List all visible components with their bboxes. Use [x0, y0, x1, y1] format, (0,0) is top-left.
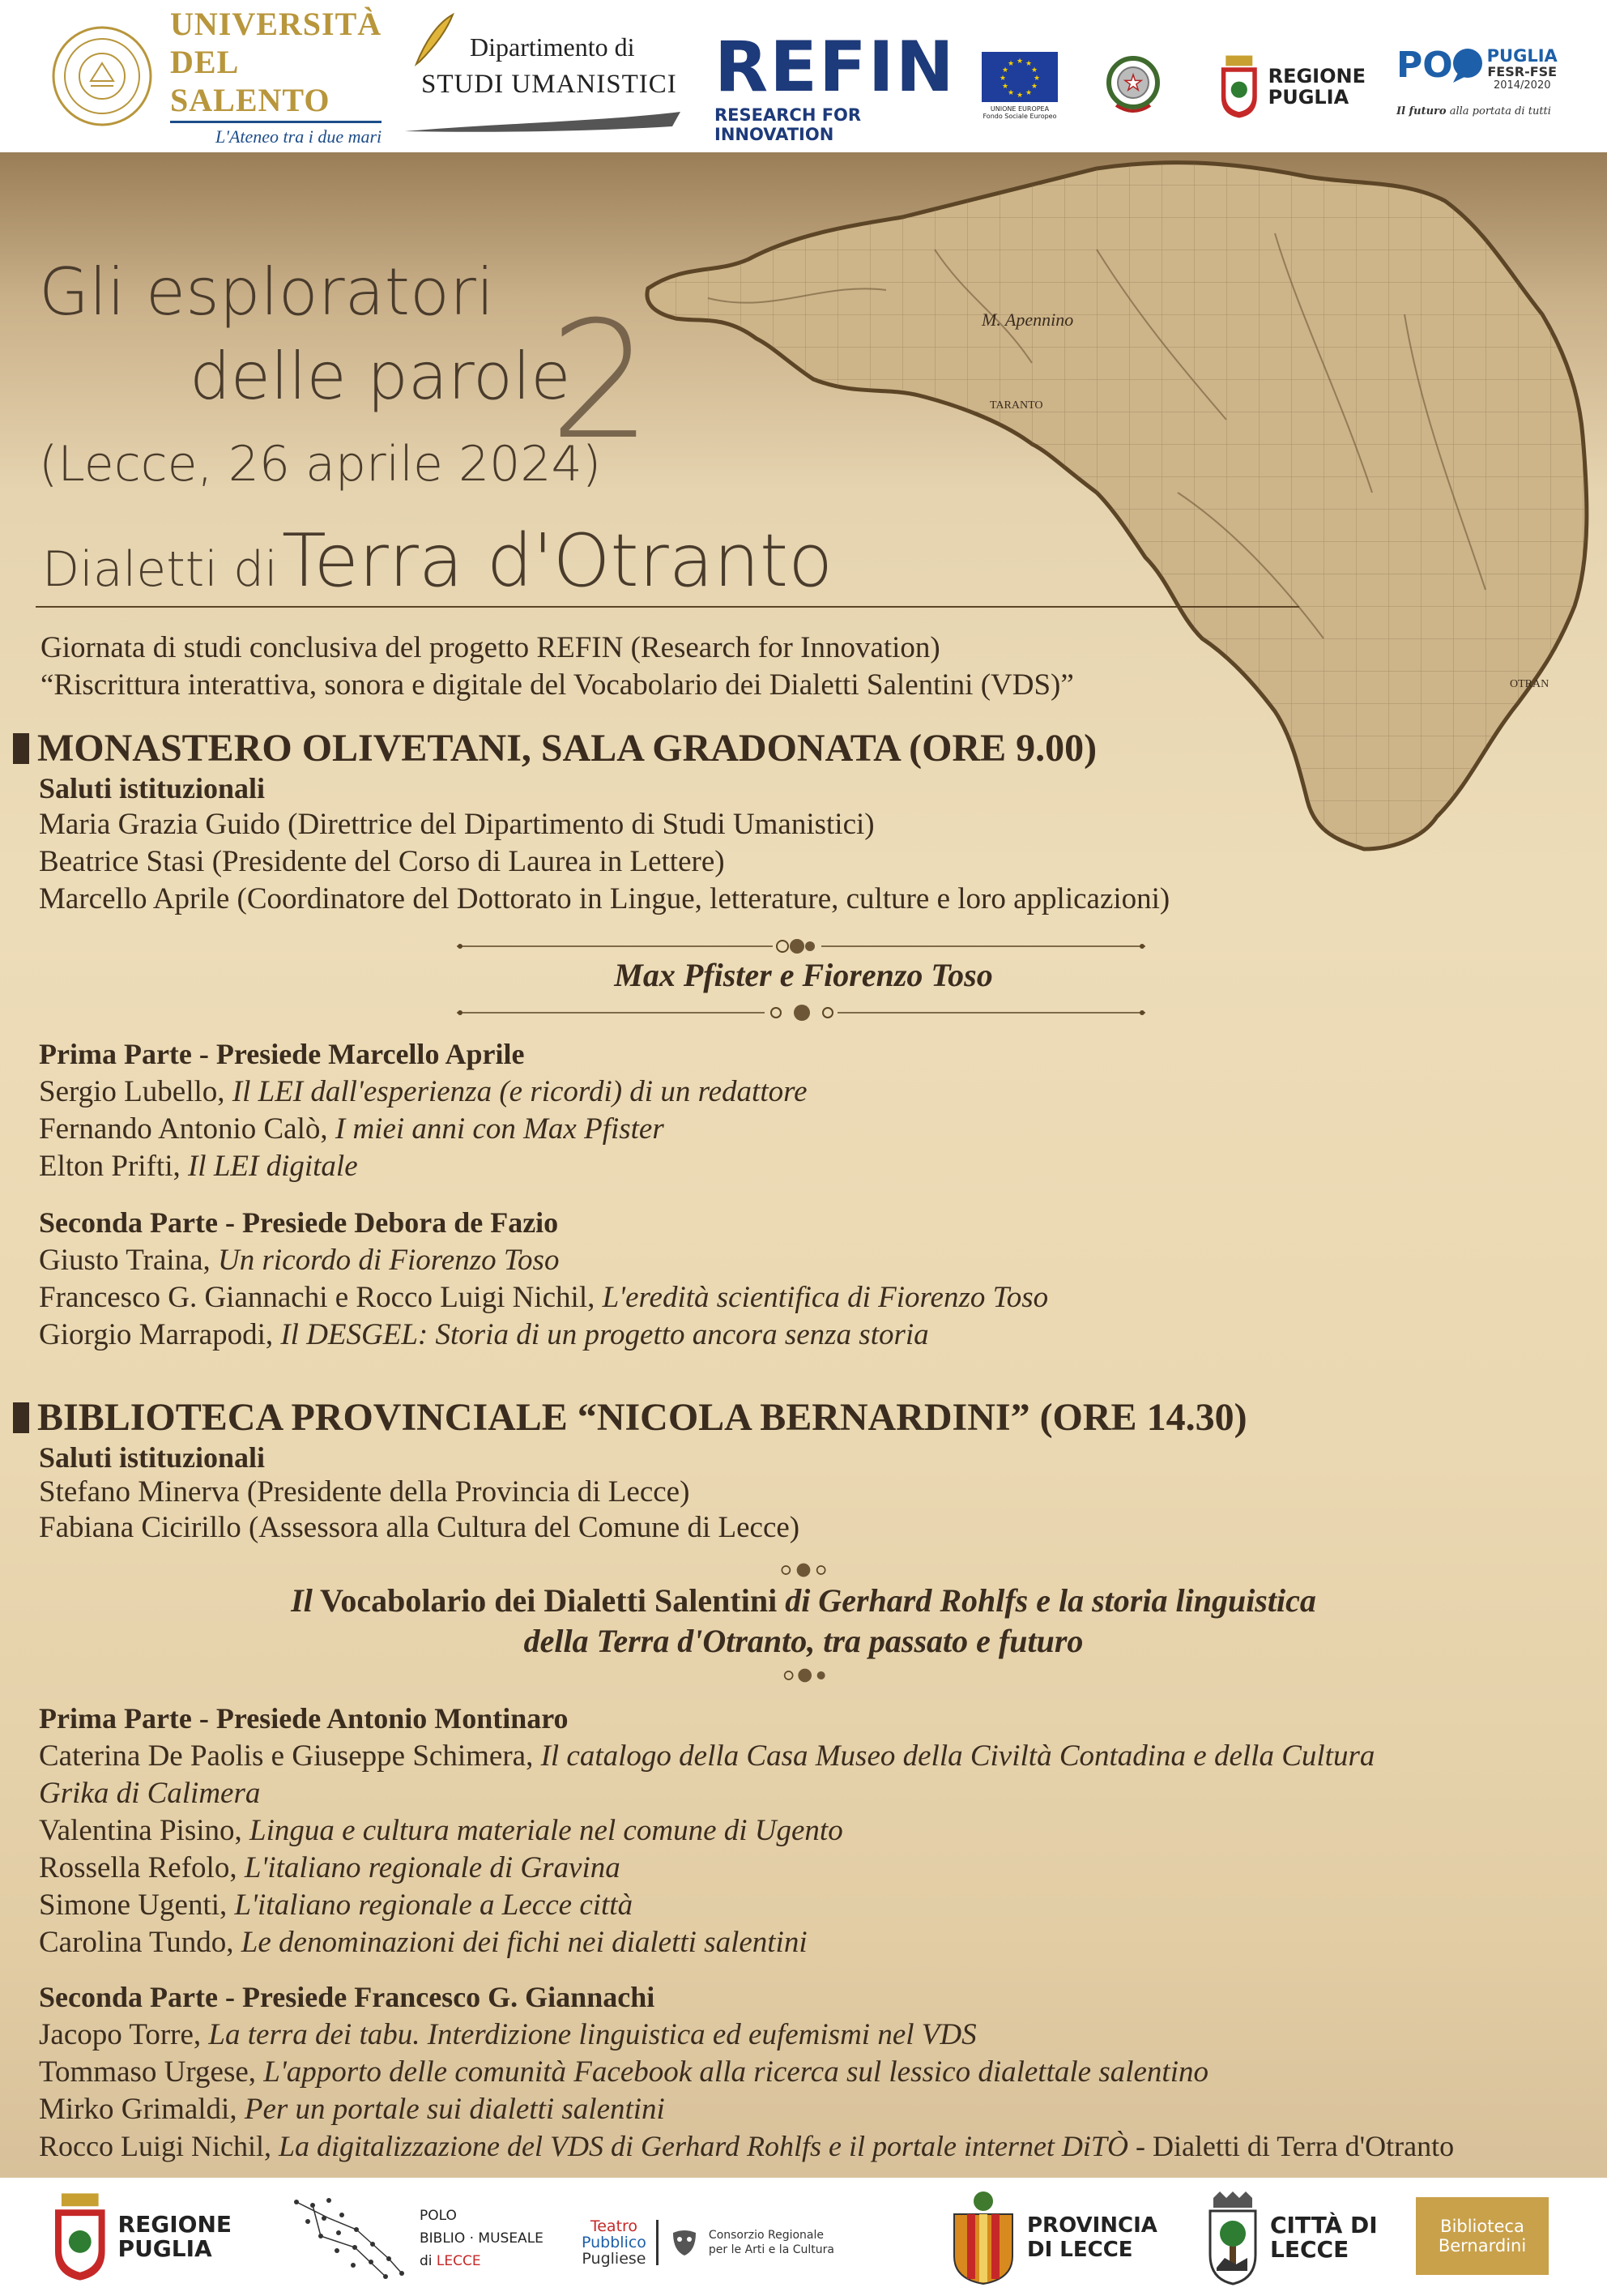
afternoon-part1-talk-4: Simone Ugenti, L'italiano regionale a Lecce città [39, 1888, 633, 1922]
afternoon-part1-talk-3: Rossella Refolo, L'italiano regionale di Gravina [39, 1851, 620, 1884]
afternoon-part2-talk-3: Mirko Grimaldi, Per un portale sui dialetti salentini [39, 2093, 665, 2126]
teatro-line2: Pubblico [582, 2234, 646, 2251]
regione-footer-line1: REGIONE [117, 2211, 232, 2238]
morning-saluto-2: Beatrice Stasi (Presidente del Corso di Laurea in Lettere) [39, 845, 725, 878]
refin-name: REFIN [714, 27, 956, 108]
swoosh-icon [405, 107, 680, 139]
unisalento-tagline: L'Ateneo tra i due mari [215, 126, 382, 147]
provincia-line1: PROVINCIA [1027, 2213, 1157, 2238]
svg-text:★: ★ [1030, 83, 1038, 91]
afternoon-part2-title: Seconda Parte - Presiede Francesco G. Giannachi [39, 1981, 655, 2013]
por-fesr-label: FESR-FSE [1487, 64, 1558, 79]
svg-text:★: ★ [1025, 89, 1033, 97]
svg-text:★: ★ [1030, 66, 1038, 75]
footer-logo-bar [0, 2178, 1607, 2296]
event-title-line1: Gli esploratori [39, 254, 495, 330]
svg-text:★: ★ [999, 75, 1007, 83]
morning-heading: MONASTERO OLIVETANI, SALA GRADONATA (ORE 9.00) [13, 726, 1097, 770]
eu-caption-line2: Fondo Sociale Europeo [983, 113, 1057, 120]
afternoon-saluto-1: Stefano Minerva (Presidente della Provincia di Lecce) [39, 1475, 690, 1509]
citta-lecce-logo [1207, 2189, 1385, 2286]
event-title-line2: delle parole [190, 339, 571, 414]
morning-part1-talk-2: Fernando Antonio Calò, I miei anni con Max Pfister [39, 1112, 664, 1146]
polo-biblio-museale-logo [288, 2194, 564, 2283]
speech-bubble-icon [1450, 47, 1482, 83]
regione-puglia-header-logo [1220, 50, 1366, 123]
teatro-line3: Pugliese [582, 2250, 646, 2268]
citta-line1: CITTÀ DI [1270, 2212, 1378, 2238]
italian-republic-emblem-icon [1105, 52, 1162, 117]
afternoon-part1-title: Prima Parte - Presiede Antonio Montinaro [39, 1702, 569, 1735]
afternoon-part2-talk-1: Jacopo Torre, La terra dei tabu. Interdizione linguistica ed eufemismi nel VDS [39, 2018, 977, 2051]
university-seal-icon [50, 24, 154, 128]
regione-header-line1: REGIONE [1268, 65, 1366, 87]
regione-puglia-footer-logo [53, 2192, 232, 2281]
citta-line2: LECCE [1270, 2236, 1349, 2263]
afternoon-theme-line2: della Terra d'Otranto, tra passato e futuro [523, 1623, 1084, 1659]
polo-line1: POLO [420, 2208, 457, 2224]
svg-text:★: ★ [1123, 71, 1143, 96]
eu-logo [982, 52, 1059, 125]
morning-part2-talk-1: Giusto Traina, Un ricordo di Fiorenzo Toso [39, 1244, 560, 1277]
ornament-divider-top [457, 938, 1145, 954]
svg-text:★: ★ [1016, 92, 1024, 100]
polo-line3: di LECCE [420, 2253, 481, 2269]
polo-line2: BIBLIO · MUSEALE [420, 2230, 543, 2247]
unisalento-name-line2: DEL SALENTO [170, 43, 382, 123]
poster-body [0, 152, 1607, 2178]
teatro-pubblico-pugliese-logo [582, 2210, 873, 2275]
afternoon-part1-talk-1: Caterina De Paolis e Giuseppe Schimera, Il catalogo della Casa Museo della Civiltà Contadina e della Cultura [39, 1739, 1375, 1773]
network-dots-icon [288, 2194, 410, 2283]
unisalento-logo [50, 6, 382, 147]
afternoon-heading: BIBLIOTECA PROVINCIALE “NICOLA BERNARDINI” (ORE 14.30) [13, 1395, 1247, 1440]
morning-theme: Max Pfister e Fiorenzo Toso [614, 957, 993, 993]
section-marker-icon [13, 733, 29, 764]
biblioteca-line1: Biblioteca [1440, 2217, 1524, 2236]
biblioteca-line2: Bernardini [1438, 2236, 1527, 2255]
afternoon-part2-talk-4: Rocco Luigi Nichil, La digitalizzazione del VDS di Gerhard Rohlfs e il portale internet DiTÒ - Dialetti di Terra d'Otranto [39, 2130, 1455, 2162]
quill-pen-icon [408, 11, 457, 68]
provincia-line2: DI LECCE [1027, 2238, 1133, 2262]
dipartimento-line2: STUDI UMANISTICI [421, 70, 677, 99]
map-label-taranto: TARANTO [990, 399, 1043, 412]
afternoon-part1-talk-2: Valentina Pisino, Lingua e cultura materiale nel comune di Ugento [39, 1814, 843, 1847]
teatro-separator [656, 2220, 659, 2265]
morning-part1-talk-3: Elton Prifti, Il LEI digitale [39, 1150, 358, 1183]
morning-part1-talk-1: Sergio Lubello, Il LEI dall'esperienza (e ricordi) di un redattore [39, 1075, 808, 1108]
regione-puglia-shield-icon [53, 2193, 107, 2281]
biblioteca-bernardini-logo [1416, 2197, 1549, 2275]
intro-line1: Giornata di studi conclusiva del progetto REFIN (Research for Innovation) [40, 631, 940, 664]
svg-text:★: ★ [1007, 89, 1015, 97]
afternoon-part1-talk-5: Carolina Tundo, Le denominazioni dei fichi nei dialetti salentini [39, 1926, 808, 1959]
afternoon-part1-talk-1-cont: Grika di Calimera [39, 1777, 261, 1810]
afternoon-part2-talk-2: Tommaso Urgese, L'apporto delle comunità Facebook alla ricerca sul lessico dialettale salentino [39, 2055, 1208, 2089]
event-date: (Lecce, 26 aprile 2024) [39, 436, 602, 493]
ornament-dots-top [755, 1562, 852, 1578]
ornament-divider-bottom [457, 1005, 1145, 1021]
svg-text:★: ★ [1025, 60, 1033, 68]
svg-text:★: ★ [1001, 83, 1009, 91]
morning-part2-talk-2: Francesco G. Giannachi e Rocco Luigi Nichil, L'eredità scientifica di Fiorenzo Toso [39, 1281, 1049, 1314]
svg-text:★: ★ [1016, 58, 1024, 66]
dipartimento-logo [397, 11, 688, 141]
consorzio-mask-icon [668, 2226, 701, 2259]
po-text: PO [1396, 45, 1453, 86]
consorzio-line1: Consorzio Regionale [708, 2229, 825, 2242]
refin-logo [714, 27, 956, 144]
event-title-number: 2 [549, 287, 653, 476]
por-motto: Il futuro alla portata di tutti [1396, 105, 1551, 117]
event-subtitle: Dialetti di Terra d'Otranto [42, 519, 833, 604]
eu-caption-line1: UNIONE EUROPEA [990, 105, 1050, 113]
por-puglia-logo [1396, 47, 1583, 128]
provincia-lecce-crest-icon [949, 2190, 1017, 2285]
por-puglia-label: PUGLIA [1486, 46, 1558, 66]
title-rule [36, 606, 1299, 608]
section-marker-icon [13, 1402, 29, 1433]
repubblica-emblem [1105, 50, 1165, 118]
eu-flag-icon [982, 52, 1058, 102]
teatro-line1: Teatro [590, 2217, 638, 2235]
refin-tagline: RESEARCH FOR INNOVATION [714, 105, 862, 144]
ornament-dots-bottom [755, 1667, 852, 1684]
morning-saluti-label: Saluti istituzionali [39, 772, 266, 804]
morning-saluto-1: Maria Grazia Guido (Direttrice del Dipartimento di Studi Umanistici) [39, 808, 875, 841]
regione-puglia-shield-icon [1220, 53, 1259, 121]
svg-text:★: ★ [1007, 60, 1015, 68]
dipartimento-line1: Dipartimento di [470, 32, 635, 62]
provincia-lecce-logo [949, 2189, 1160, 2286]
map-label-otranto: OTRAN [1510, 678, 1549, 690]
map-label-apennino: M. Apennino [982, 309, 1074, 330]
morning-part1-title: Prima Parte - Presiede Marcello Aprile [39, 1038, 525, 1070]
intro-line2: “Riscrittura interattiva, sonora e digitale del Vocabolario dei Dialetti Salentini (VDS)” [40, 668, 1074, 702]
svg-text:★: ★ [1033, 75, 1041, 83]
afternoon-saluti-label: Saluti istituzionali [39, 1441, 266, 1474]
regione-header-line2: PUGLIA [1268, 86, 1349, 109]
svg-text:★: ★ [1001, 66, 1009, 75]
header-logo-bar [0, 0, 1607, 152]
consorzio-line2: per le Arti e la Cultura [708, 2243, 834, 2256]
morning-saluto-3: Marcello Aprile (Coordinatore del Dottorato in Lingue, letterature, culture e loro applicazioni) [39, 882, 1170, 915]
afternoon-saluto-2: Fabiana Cicirillo (Assessora alla Cultura del Comune di Lecce) [39, 1511, 800, 1544]
citta-lecce-crest-icon [1207, 2190, 1259, 2285]
afternoon-theme-line1: Il Vocabolario dei Dialetti Salentini di Gerhard Rohlfs e la storia linguistica [291, 1582, 1316, 1619]
morning-part2-talk-3: Giorgio Marrapodi, Il DESGEL: Storia di un progetto ancora senza storia [39, 1318, 929, 1351]
por-years-label: 2014/2020 [1493, 79, 1551, 92]
unisalento-name-line1: UNIVERSITÀ [170, 6, 382, 42]
regione-footer-line2: PUGLIA [117, 2235, 212, 2262]
morning-part2-title: Seconda Parte - Presiede Debora de Fazio [39, 1206, 559, 1239]
